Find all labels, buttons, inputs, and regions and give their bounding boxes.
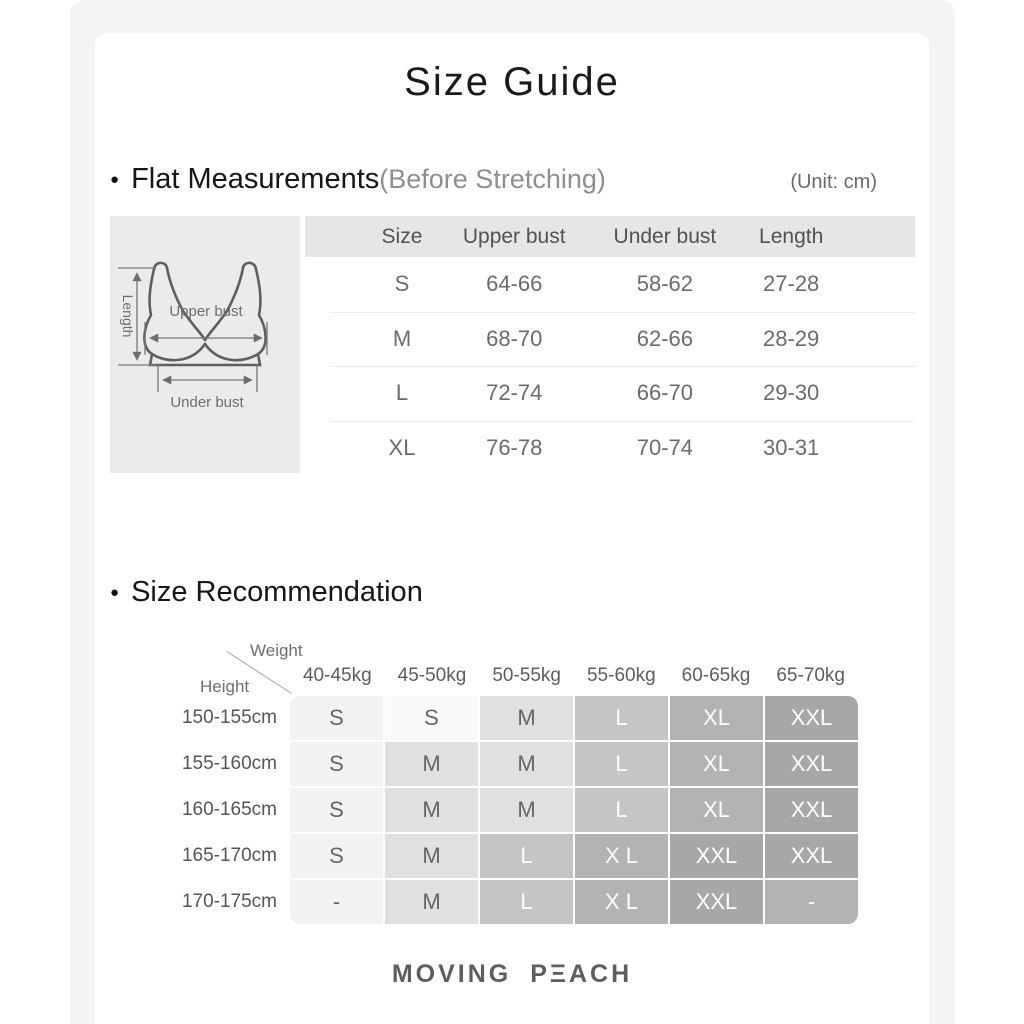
weight-col-header: 60-65kg (681, 665, 751, 686)
weight-axis-label: Weight (250, 641, 303, 660)
height-label-column (150, 696, 277, 926)
matrix-cell: XXL (765, 834, 858, 878)
cell-length: 29-30 (763, 380, 820, 406)
matrix-cell: L (480, 880, 573, 924)
brand-logo: MOVING PΞACH (391, 960, 633, 988)
size-matrix-grid (290, 696, 858, 924)
table-row (305, 421, 915, 476)
weight-col-header: 45-50kg (397, 665, 467, 686)
col-header-upper-bust: Upper bust (462, 224, 566, 248)
weight-col-header: 65-70kg (776, 665, 845, 686)
weight-col-header: 50-55kg (492, 665, 561, 686)
flat-measurements-table (305, 216, 915, 475)
size-recommendation-matrix (150, 640, 880, 932)
cell-size: S (394, 271, 410, 297)
cell-size: XL (388, 434, 416, 460)
matrix-cell: - (765, 880, 858, 924)
col-header-size: Size (381, 224, 423, 248)
cell-under-bust: 58-62 (636, 271, 694, 297)
size-recommendation-title: Size Recommendation (131, 576, 423, 608)
table-header-row (305, 216, 915, 257)
matrix-cell: X L (575, 880, 668, 924)
matrix-cell: M (385, 834, 478, 878)
height-row-label: 160-165cm (181, 799, 277, 820)
bra-measurement-diagram (110, 216, 300, 473)
height-axis-label: Height (200, 677, 250, 696)
matrix-cell: S (290, 834, 383, 878)
page-title: Size Guide (404, 60, 620, 104)
matrix-cell: XXL (765, 696, 858, 740)
matrix-cell: S (290, 788, 383, 832)
upper-bust-label: Upper bust (169, 303, 243, 320)
matrix-cell: - (290, 880, 383, 924)
matrix-cell: XL (670, 788, 763, 832)
table-row (305, 257, 915, 312)
matrix-cell: XXL (765, 788, 858, 832)
table-row (305, 312, 915, 367)
height-row-label: 155-160cm (181, 753, 277, 774)
flat-measurements-heading (110, 163, 606, 196)
matrix-cell: XXL (670, 834, 763, 878)
matrix-cell: S (290, 742, 383, 786)
weight-col-header: 40-45kg (302, 665, 372, 686)
col-header-length: Length (759, 224, 824, 248)
height-row-label: 150-155cm (181, 707, 277, 728)
cell-under-bust: 70-74 (636, 434, 694, 460)
matrix-cell: S (385, 696, 478, 740)
matrix-cell: M (385, 742, 478, 786)
matrix-cell: M (385, 880, 478, 924)
matrix-cell: L (575, 742, 668, 786)
cell-length: 28-29 (763, 325, 820, 351)
cell-upper-bust: 68-70 (486, 325, 543, 351)
weight-col-header: 55-60kg (586, 665, 656, 686)
cell-length: 27-28 (763, 271, 820, 297)
col-header-under-bust: Under bust (613, 224, 717, 248)
matrix-cell: M (480, 742, 573, 786)
unit-note: (Unit: cm) (790, 171, 877, 193)
cell-upper-bust: 64-66 (486, 271, 543, 297)
before-stretching-note: (Before Stretching) (379, 164, 606, 194)
matrix-cell: XXL (765, 742, 858, 786)
size-recommendation-heading (110, 576, 423, 609)
weight-header-row (290, 665, 858, 687)
under-bust-arrow-icon (158, 364, 257, 392)
cell-length: 30-31 (763, 434, 820, 460)
cell-size: M (392, 325, 412, 351)
cell-upper-bust: 76-78 (486, 434, 543, 460)
matrix-cell: XXL (670, 880, 763, 924)
matrix-cell: M (480, 788, 573, 832)
height-row-label: 165-170cm (181, 845, 277, 866)
matrix-cell: M (385, 788, 478, 832)
matrix-cell: XL (670, 696, 763, 740)
upper-bust-arrow-icon (145, 322, 267, 355)
cell-under-bust: 62-66 (636, 325, 694, 351)
cell-under-bust: 66-70 (636, 380, 694, 406)
matrix-cell: M (480, 696, 573, 740)
table-row (305, 366, 915, 421)
matrix-cell: L (480, 834, 573, 878)
matrix-cell: XL (670, 742, 763, 786)
flat-measurements-title: Flat Measurements (131, 163, 380, 195)
matrix-cell: X L (575, 834, 668, 878)
bullet-icon: ● (110, 584, 120, 601)
cell-size: L (395, 380, 409, 406)
under-bust-label: Under bust (170, 394, 244, 411)
bullet-icon: ● (110, 171, 120, 188)
bra-diagram-svg (110, 216, 300, 473)
length-label: Length (120, 294, 136, 338)
matrix-cell: L (575, 696, 668, 740)
matrix-cell: S (290, 696, 383, 740)
cell-upper-bust: 72-74 (486, 380, 543, 406)
matrix-cell: L (575, 788, 668, 832)
height-row-label: 170-175cm (181, 891, 277, 912)
